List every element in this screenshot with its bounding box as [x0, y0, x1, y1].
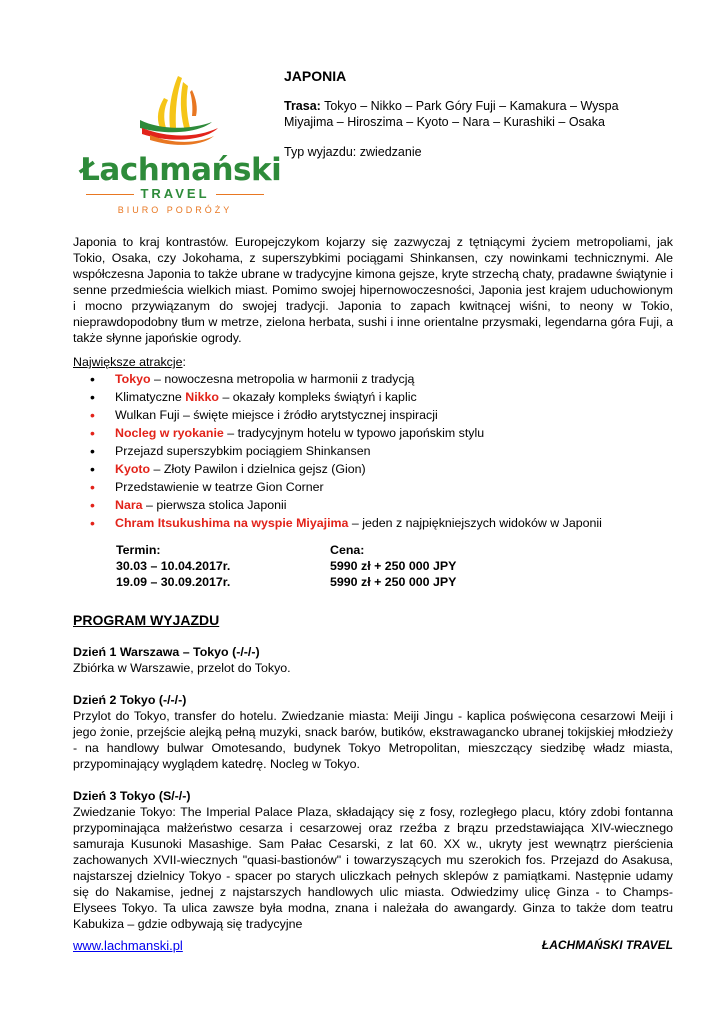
website-link[interactable]: www.lachmanski.pl	[73, 938, 183, 953]
day-text: Przylot do Tokyo, transfer do hotelu. Zwiedzanie miasta: Meiji Jingu - kaplica poświęcona cesarzowi Meiji i jego żonie, przejście alejką pełną muzyki, snack barów, butików, ekstrawagancko ubranej tokijskiej młodzieży - na handlowy bulwar Omotesando, budynek Tokyo Metropolitan, mieszczący siedzibę władz miasta, przypominający wyglądem katedrę. Nocleg w Tokyo.	[73, 709, 673, 771]
company-logo	[80, 68, 282, 218]
sailboat-logo-icon	[80, 68, 270, 152]
logo-subtitle: BIURO PODRÓŻY	[117, 205, 233, 215]
trip-type: Typ wyjazdu: zwiedzanie	[284, 145, 422, 159]
route-text: Tokyo – Nikko – Park Góry Fuji – Kamakura – Wyspa Miyajima – Hiroszima – Kyoto – Nara – Kurashiki – Osaka	[284, 99, 619, 129]
program-heading: PROGRAM WYJAZDU	[73, 612, 220, 628]
day-text: Zbiórka w Warszawie, przelot do Tokyo.	[73, 661, 291, 675]
price-value: 5990 zł + 250 000 JPY	[330, 575, 457, 589]
program-section	[73, 612, 673, 948]
trip-header	[284, 68, 664, 174]
list-item: • Przejazd superszybkim pociągiem Shinkansen	[73, 442, 673, 460]
route	[284, 98, 664, 130]
route-label: Trasa:	[284, 99, 321, 113]
logo-divider-right	[216, 194, 264, 195]
list-item: • Nara – pierwsza stolica Japonii	[73, 496, 673, 514]
logo-name: Łachmański	[80, 152, 282, 188]
price-column	[330, 542, 456, 590]
main-content	[73, 234, 673, 532]
term-label: Termin:	[116, 543, 161, 557]
list-item: • Tokyo – nowoczesna metropolia w harmonii z tradycją	[73, 370, 673, 388]
footer	[73, 938, 673, 953]
list-item: • Wulkan Fuji – święte miejsce i źródło arytstycznej inspiracji	[73, 406, 673, 424]
footer-brand: ŁACHMAŃSKI TRAVEL	[541, 938, 673, 952]
attractions-list	[73, 370, 673, 532]
day-title: Dzień 2 Tokyo (-/-/-)	[73, 693, 187, 707]
list-item: • Kyoto – Złoty Pawilon i dzielnica gejsz (Gion)	[73, 460, 673, 478]
price-value: 5990 zł + 250 000 JPY	[330, 559, 457, 573]
logo-travel: TRAVEL	[140, 186, 210, 201]
terms-block	[116, 542, 516, 590]
day-title: Dzień 3 Tokyo (S/-/-)	[73, 789, 191, 803]
price-label: Cena:	[330, 543, 365, 557]
day-title: Dzień 1 Warszawa – Tokyo (-/-/-)	[73, 645, 260, 659]
term-value: 19.09 – 30.09.2017r.	[116, 575, 231, 589]
page-title: JAPONIA	[284, 68, 347, 84]
term-value: 30.03 – 10.04.2017r.	[116, 559, 231, 573]
list-item: • Klimatyczne Nikko – okazały kompleks świątyń i kaplic	[73, 388, 673, 406]
attractions-heading: Największe atrakcje:	[73, 355, 186, 369]
list-item: • Nocleg w ryokanie – tradycyjnym hotelu w typowo japońskim stylu	[73, 424, 673, 442]
day-text: Zwiedzanie Tokyo: The Imperial Palace Plaza, składający się z fosy, rozległego placu, który zdobi fontanna przypominająca małżeństwo cesarza i cesarzowej oraz rzeźba z brązu przedstawiająca XIV-wiecznego samuraja Kusunoki Masashige. Sam Pałac Cesarski, z lat 60. XX w., ukryty jest wewnątrz pierścienia zachowanych XVII-wiecznych "quasi-bastionów" i towarzyszących mu szerokich fos. Przejazd do Asakusa, najstarszej dzielnicy Tokyo - spacer po starych uliczkach pełnych sklepów z pamiątkami. Następnie udamy się do Nakamise, jednej z najstarszych handlowych ulic miasta. Odwiedzimy ulicę Ginza - to Champs-Elysees Tokyo. Ta ulica zawsze była modna, znana i należała do awangardy. Ginza to także dom teatru Kabukiza – gdzie odbywają się tradycyjne	[73, 805, 673, 931]
list-item: • Chram Itsukushima na wyspie Miyajima – jeden z najpiękniejszych widoków w Japonii	[73, 514, 673, 532]
list-item: • Przedstawienie w teatrze Gion Corner	[73, 478, 673, 496]
intro-paragraph: Japonia to kraj kontrastów. Europejczykom kojarzy się zazwyczaj z tętniącymi życiem metropoliami, jak Tokio, Osaka, czy Jokohama, z superszybkimi pociągami Shinkansen, czy nowinkami technicznymi. Ale współczesna Japonia to także ubrane w tradycyjne kimona gejsze, kryte strzechą chaty, pradawne świątynie i senne przedmieścia wielkich miast. Pomimo swojej hipernowoczesności, Japonia jest krajem uduchowionym i mocno przywiązanym do swojej tradycji. Japonia to zapach kwitnącej wiśni, to neony w Tokio, nieprawdopodobny tłum w metrze, zielona herbata, sushi i inne orientalne przysmaki, legendarna góra Fuji, a także słynne japońskie ogrody.	[73, 235, 673, 345]
